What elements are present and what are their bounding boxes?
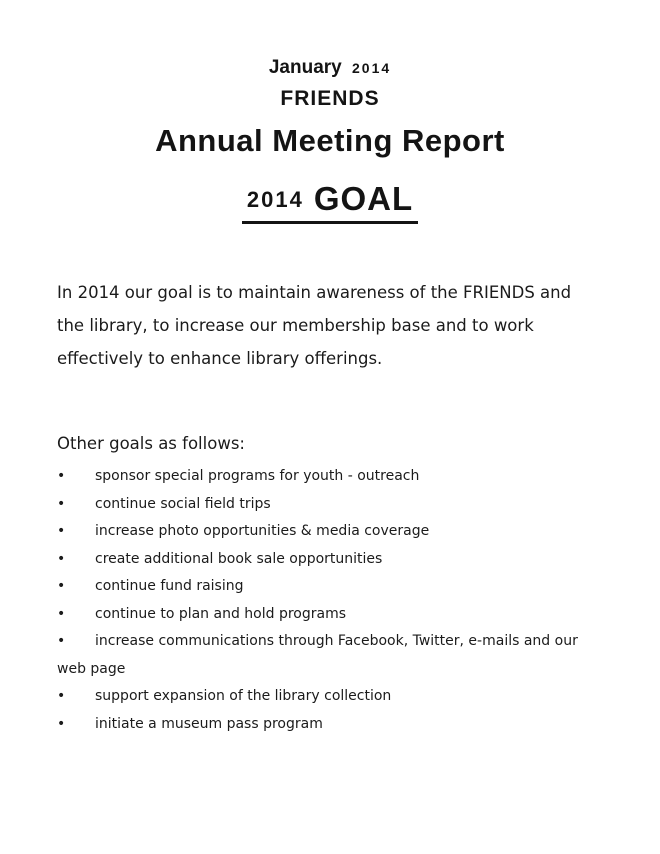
other-goals-heading: Other goals as follows: [57,434,245,453]
header-month: January [268,57,342,78]
document-body [57,276,603,738]
goals-list [57,463,603,738]
header-year: 2014 [352,60,392,76]
goal-list-item [57,573,603,601]
bullet-icon: • [57,688,66,704]
goal-text: support expansion of the library collection [95,688,392,704]
goal-text: initiate a museum pass program [95,715,323,732]
header-organization: FRIENDS [280,87,380,110]
goal-text: continue social field trips [95,495,271,512]
document-title: Annual Meeting Report [155,123,505,158]
goal-text: continue to plan and hold programs [95,605,347,622]
bullet-icon: • [57,468,66,484]
goal-text: increase communications through Facebook, Twitter, e-mails and our web page [57,633,578,677]
goal-list-item [57,491,603,519]
bullet-icon: • [57,578,66,594]
goal-year: 2014 [246,187,304,212]
bullet-icon: • [57,550,66,567]
goal-list-item [57,628,603,683]
goal-heading [57,180,603,224]
bullet-icon: • [57,523,66,539]
header-date-line [57,56,603,80]
goal-list-item [57,463,603,491]
goal-text: increase photo opportunities & media coverage [95,523,430,539]
bullet-icon: • [57,715,66,732]
intro-paragraph: In 2014 our goal is to maintain awareness of the FRIENDS and the library, to increase our membership base and to work effectively to enhance library offerings. [57,283,572,368]
bullet-icon: • [57,633,66,649]
goal-list-item [57,546,603,574]
goal-text: continue fund raising [95,578,244,594]
goal-list-item [57,601,603,629]
goal-heading-underline [242,180,418,224]
goal-label: GOAL [313,180,414,217]
bullet-icon: • [57,605,66,622]
goal-list-item [57,711,603,739]
document-header [57,56,603,224]
goal-text: sponsor special programs for youth - outreach [95,468,420,484]
goal-list-item [57,683,603,711]
bullet-icon: • [57,495,66,512]
goal-list-item [57,518,603,546]
goal-text: create additional book sale opportunities [95,550,383,567]
